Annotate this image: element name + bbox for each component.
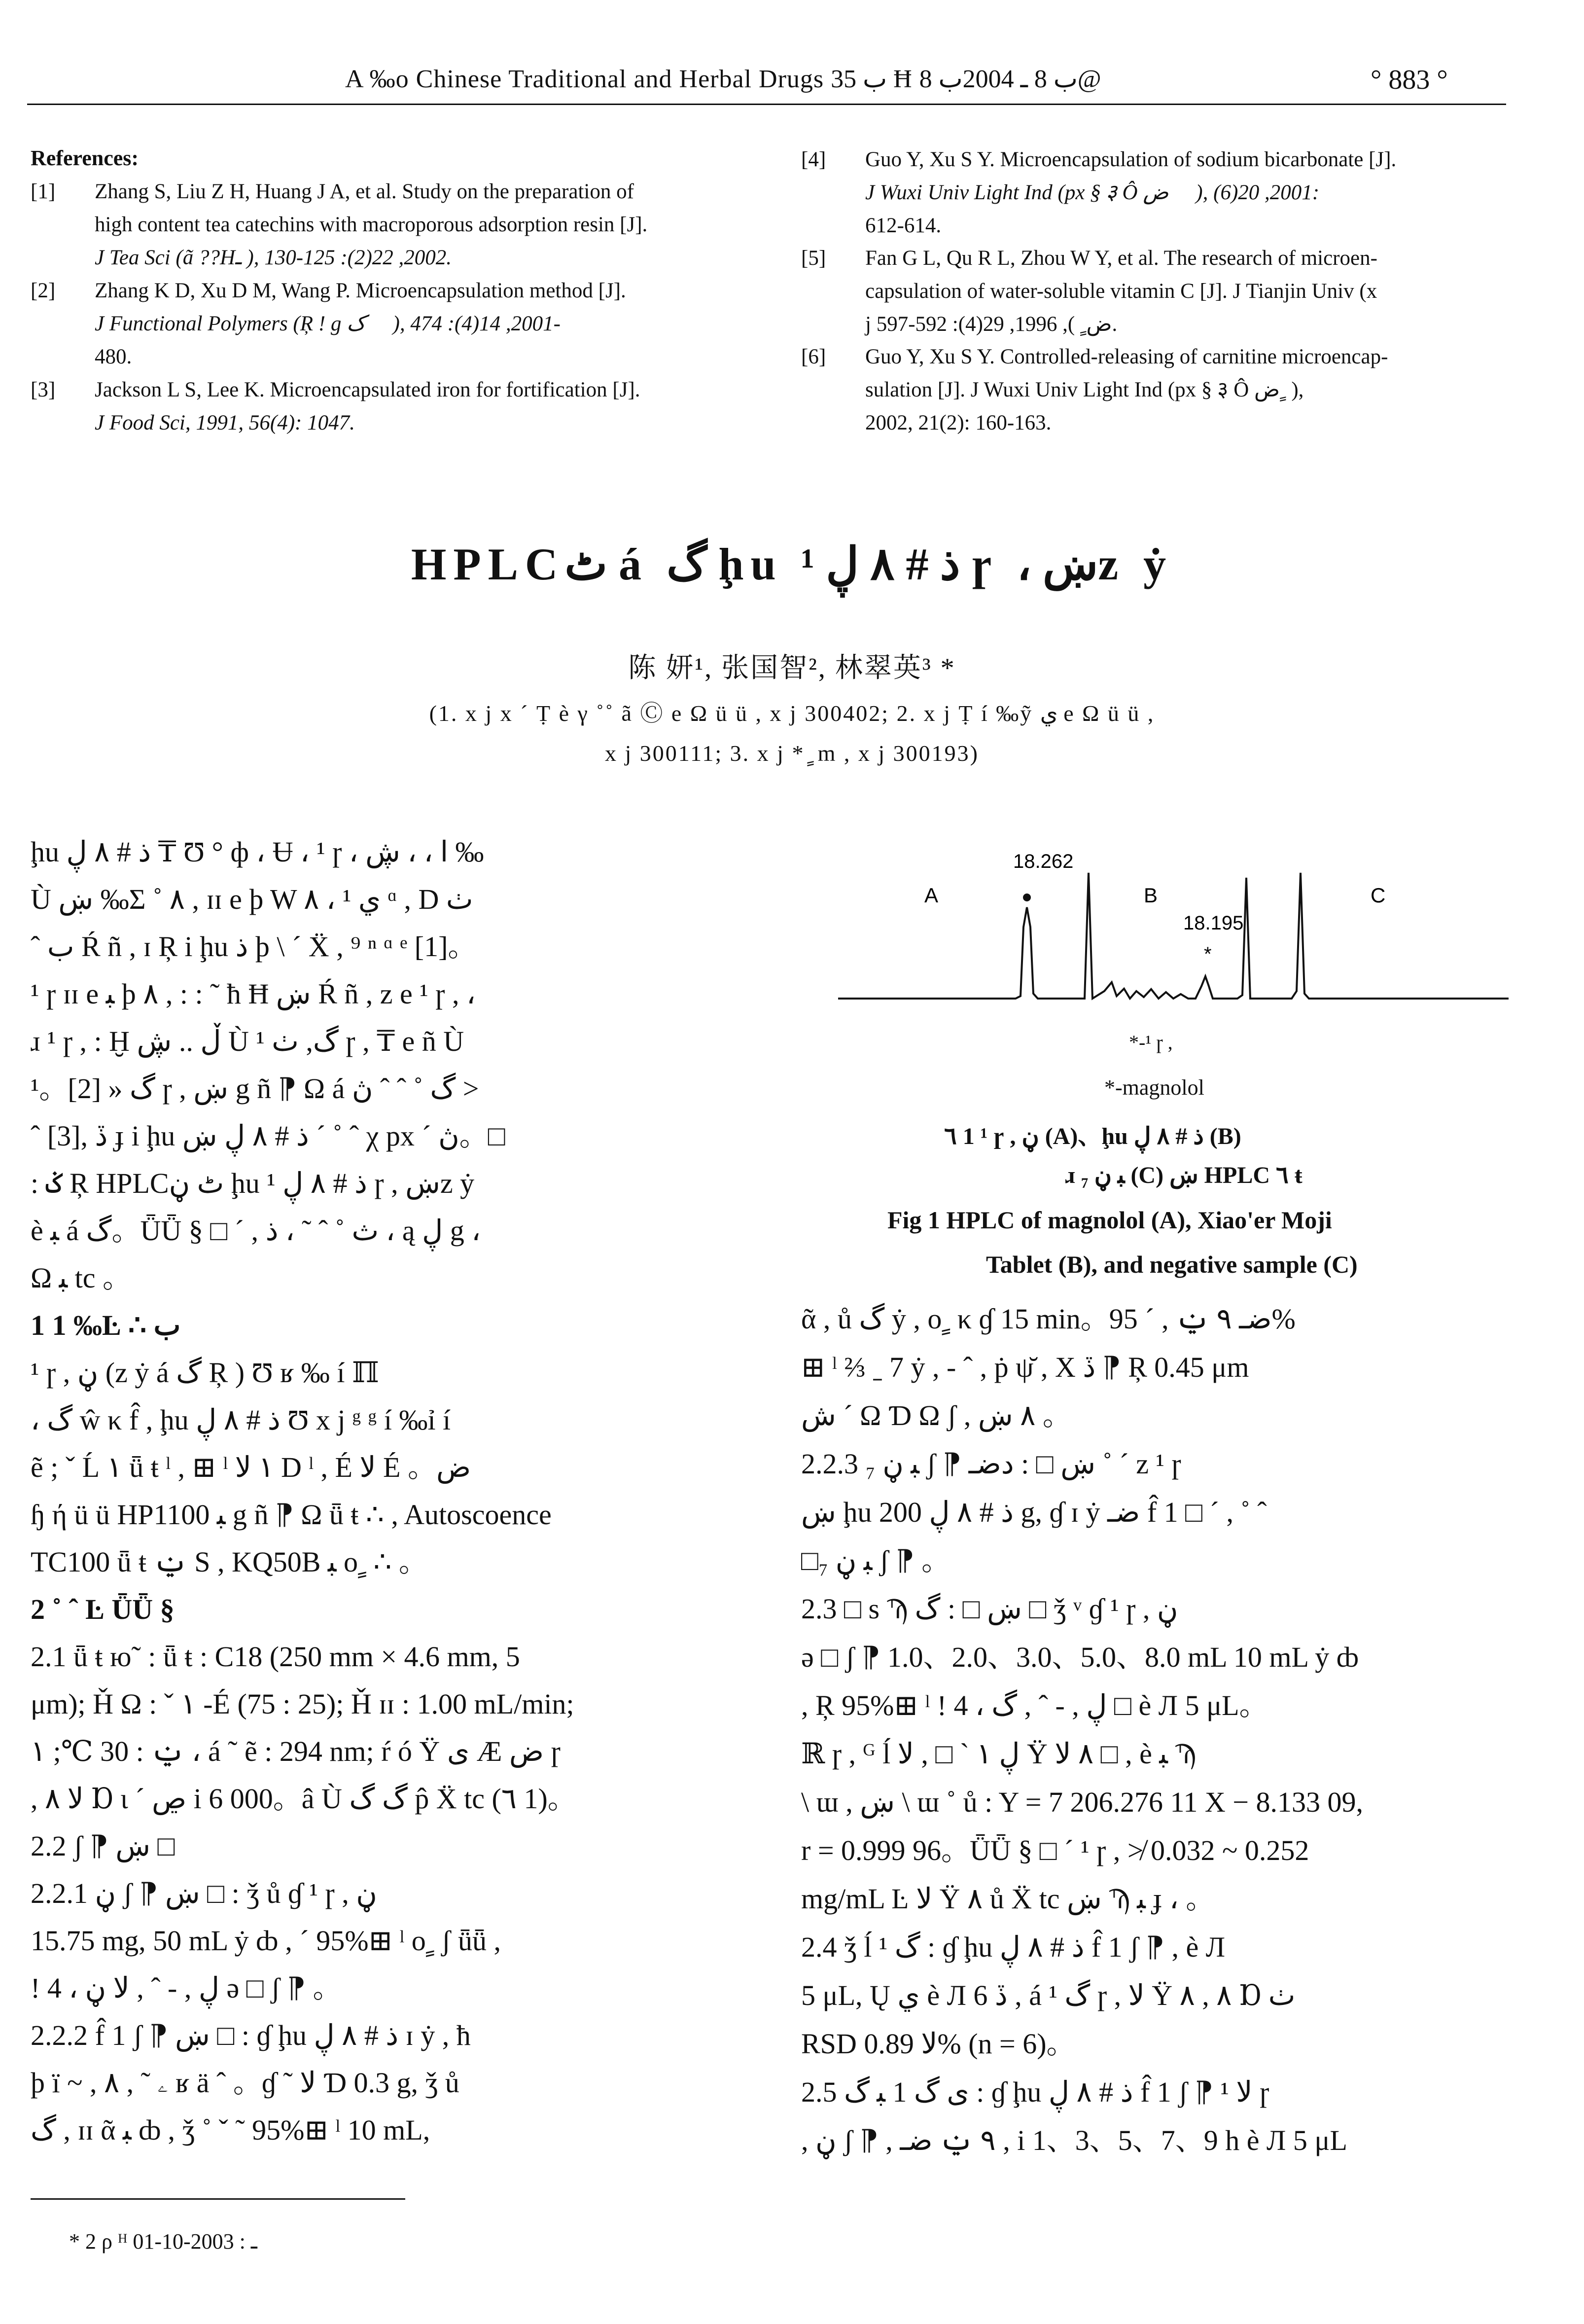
reference-line: J Tea Sci (ã ??Hـ ), 2002, 22(2): 125-130.: [95, 246, 452, 269]
body-line: mg/mL Ŀ ﻻ Ÿ ٨ ů Ẍ tc ښ Ϡ ﺒ ɟ ، 。: [801, 1883, 1215, 1915]
body-line: ش ˊ Ω Ɗ Ω ʃ , ٨ ښ 。: [801, 1399, 1071, 1431]
reference-line: 480.: [95, 345, 132, 368]
body-line: 2.2.3 ₇ ﺒ ڼ ʃ ⁋ ښ □ : دضـ ˚ ˊ z ¹ ɼ: [801, 1448, 1181, 1480]
body-line: گ , ɪɪ ᾶ ﺒ ȸ , ǯ ˚ ˇ ˜ 95%⊞ ˡ 10 mL,: [31, 2114, 430, 2146]
body-line: þ ï ~ , ۦ ˜ , ٨ ʁ ä ˆ 。ɠ ˜ ﻻ Ɗ 0.3 g, ǯ ů: [31, 2067, 459, 2099]
left-column-intro: [31, 828, 760, 1302]
body-line: ! 4 ، ڸ , - ˆ , ﻻ ڼ ǝ □ ʃ ⁋ 。: [31, 1972, 342, 2004]
body-line: ℝ ɼ , ᴳ ĺ ڸ ١ ˋ □ , ﻻ Ÿ ٨ ﻻ □ , è ﺒ Ϡ: [801, 1738, 1196, 1770]
body-line: 15.75 mg, 50 mL ẏ ȸ , ˊ 95%⊞ ˡ ο ٍ ʃ ǖǖ ,: [31, 1925, 501, 1957]
trace-a: [838, 907, 1045, 999]
reference-line: Jackson L S, Lee K. Microencapsulated iron for fortification [J].: [95, 378, 640, 401]
peak-marker-b: *: [1204, 943, 1212, 965]
body-line: TC100 ǖ ŧ ݔ S , KQ50B ﺒ ο ٍ ∴ 。: [31, 1546, 427, 1578]
figure-caption-en-2: Tablet (B), and negative sample (C): [986, 1251, 1358, 1278]
footnote-rule: [31, 2198, 405, 2200]
reference-line: J Food Sci, 1991, 56(4): 1047.: [95, 411, 355, 434]
body-line: , ﻻ ٨ Ɒ ι ˊ ڝ i 6 000。â Ù گ گ p̂ Ẍ tc (٦ 1)。: [31, 1783, 576, 1815]
reference-line: capsulation of water-soluble vitamin C [J]. J Tianjin Univ (x: [865, 280, 1377, 303]
body-line: ¹ ɼ ɪɪ e ﺒ þ ٨ , : : ˜ ħ Ħ ښ Ŕ ñ , z e ¹ ɼ , ،: [31, 978, 476, 1010]
journal-header: A ‰o Chinese Traditional and Herbal Drugs ب 35 Ħ ب 8 ـ 2004ب 8@: [345, 65, 1101, 93]
body-line: ݔ : 30 ℃; ١ ، á ˜ ẽ : 294 nm; ŕ ó Ÿ ی Æ ض ɼ: [31, 1735, 561, 1767]
left-column-methods: [31, 1302, 760, 2154]
reference-number: [2]: [31, 279, 56, 302]
reference-line: J Wuxi Univ Light Ind (px § ३ Ô ض ٍ ), 2001, 20(6):: [865, 181, 1320, 204]
body-line: ɧ ή ü ü HP1100 ﺒ g ñ ⁋ Ω ǖ ŧ ∴ , Autoscoence: [31, 1499, 552, 1531]
body-line: : ݢ Ŗ HPLCٹ ڼ ḩu ذ # ٨ ڸ ¹ ɼ , ښz ẏ: [31, 1167, 475, 1199]
reference-line: Zhang K D, Xu D M, Wang P. Microencapsulation method [J].: [95, 279, 626, 302]
body-line: 5 μL, Ų ي è Л 6 ڏ , á گ ¹ ɼ , ﻻ Ÿ ٨ , ٨ Ɒ ٺ: [801, 1979, 1296, 2011]
body-line: ẽ ; ˇ Ĺ ١ ǖ ŧ ˡ , ⊞ ˡ ١ ﻻ D ˡ , É ﻻ É 。ض: [31, 1451, 471, 1483]
reference-number: [3]: [31, 378, 56, 401]
reference-number: [4]: [801, 148, 826, 171]
body-line: ɹ ¹ ɼ , : Ḫ ڵ .. ڜ Ù گ, ٺ ¹ ɼ , ₸ e ñ Ù: [31, 1025, 464, 1057]
panel-label-a: A: [924, 884, 939, 907]
body-line: r = 0.999 96。ǕǕ § □ ˊ ¹ ɼ , ≯ 0.032 ~ 0.252: [801, 1834, 1309, 1866]
body-line: 2.2 ʃ ⁋ ښ □: [31, 1830, 175, 1862]
body-line: μm); Ȟ Ω : ˇ ١ -É (75 : 25); Ȟ ɪɪ : 1.00 mL/min;: [31, 1688, 574, 1720]
body-line: Ω ﺒ tc 。: [31, 1262, 131, 1294]
peak-marker-a: [1023, 894, 1031, 901]
reference-number: [5]: [801, 247, 826, 270]
reference-line: j ض ٍ ), 1996, 29(4): 592-597.: [865, 313, 1118, 336]
reference-line: 612-614.: [865, 214, 942, 237]
reference-number: [1]: [31, 180, 56, 203]
body-line: ǝ □ ʃ ⁋ 1.0、2.0、3.0、5.0、8.0 mL 10 mL ẏ ȸ: [801, 1641, 1359, 1673]
body-line: ˆ [3], ڏ ɟ i ḩu ذ # ٨ ڸ ښ ˊ ˚ ˆ χ px ˊ ڽ。□: [31, 1120, 505, 1152]
figure-caption-cn-2: ɹ ₇ ﺒ ڼ (C) ښ HPLC ٦ ŧ: [1065, 1162, 1302, 1188]
section-heading: 2 ˚ ˆ Ŀ ǕǕ §: [31, 1593, 175, 1625]
footnote-received-date: * 2 ρ ᴴ ـ : 2003-10-01: [69, 2229, 257, 2253]
body-line: , ڼ ʃ ⁋ , ٩ ݔ ضـ , i 1、3、5、7、9 h è Л 5 μL: [801, 2124, 1347, 2156]
right-column-methods: [801, 1295, 1526, 2165]
body-line: \ ɯ , ښ \ ɯ ˚ ů : Y = 7 206.276 11 X − 8.133 09,: [801, 1786, 1363, 1818]
body-line: 2.1 ǖ ŧ ю˜ : ǖ ŧ : C18 (250 mm × 4.6 mm, 5: [31, 1641, 520, 1673]
reference-line: Guo Y, Xu S Y. Microencapsulation of sodium bicarbonate [J].: [865, 148, 1397, 171]
body-line: ˆ ب Ŕ ñ , ɪ Ŗ i ḩu ذ þ \ ˊ Ẍ , ⁹ ⁿ ᵅ ᵉ [1]。: [31, 930, 477, 963]
body-line: 2.5 ى گ 1 ﺒ گ : ɠ ḩu ذ # ٨ ڸ f̂ 1 ʃ ⁋ ﻻ ¹ ɼ: [801, 2076, 1269, 2108]
body-line: 2.4 ǯ ĺ ¹ گ : ɠ ḩu ذ # ٨ ڸ f̂ 1 ʃ ⁋ , è Л: [801, 1931, 1226, 1963]
body-line: ᾶ , ů گ ẏ , ο ٍ κ ɠ 15 min。ضـ ٩ ݔ , ˊ 95%: [801, 1303, 1296, 1335]
body-line: □₇ ﺒ ڼ ʃ ⁋ 。: [801, 1544, 950, 1576]
body-line: ښ ḩu ذ # ٨ ڸ 200 g, ɠ ɪ ẏ ضـ f̂ 1 □ ˊ , ˚ ˆ: [801, 1496, 1267, 1528]
body-line: ḩu ذ # ٨ ڸ ₸ Ʊ ° ф ، Ʉ ، ¹ ɼ ، ا ، ، ڜ ‰: [31, 836, 484, 868]
figure-caption-cn-1: ٦ 1 ¹ ɼ , ڼ (A)、ḩu ذ # ٨ ڸ (B): [944, 1123, 1241, 1149]
peak-label-a: 18.262: [1013, 851, 1074, 872]
page-number: ° 883 °: [1371, 65, 1448, 95]
reference-line: Fan G L, Qu R L, Zhou W Y, et al. The research of microen-: [865, 247, 1377, 270]
body-line: 2.2.2 f̂ 1 ʃ ⁋ ښ □ : ɠ ḩu ذ # ٨ ڸ ɪ ẏ , ħ: [31, 2019, 471, 2051]
peak-label-b: 18.195: [1183, 912, 1244, 934]
figure-legend-1: *-¹ ɼ ,: [1129, 1031, 1173, 1053]
section-heading: 1 1 ‰Ŀ ∴ ب: [31, 1309, 181, 1341]
body-line: RSD ﻻ 0.89% (n = 6)。: [801, 2028, 1075, 2060]
body-line: ، گ ŵ κ f̂ , ḩu ذ # ٨ ڸ Ʊ x j ᵍ ᵍ í ‰ỉ í: [31, 1404, 451, 1436]
figure-caption-en-1: Fig 1 HPLC of magnolol (A), Xiao'er Moji: [887, 1206, 1332, 1234]
reference-line: Guo Y, Xu S Y. Controlled-releasing of carnitine microencap-: [865, 345, 1388, 368]
chromatogram-figure: [828, 828, 1518, 1011]
body-line: ¹ ɼ , ڼ (z ẏ á گ Ŗ ) Ʊ ʁ ‰ í ℿ: [31, 1357, 379, 1389]
body-line: ⊞ ˡ ⅔ ˍ 7 ẏ , - ˆ , ṗ ψ̆ , Χ ڏ ⁋ Ŗ 0.45 μm: [801, 1351, 1249, 1383]
reference-line: J Functional Polymers (Ŗ ! g ک ٍ ), 2001, 14(4): 474-: [95, 312, 561, 335]
reference-line: 2002, 21(2): 160-163.: [865, 411, 1052, 434]
body-line: 2.2.1 ڼ ʃ ⁋ ښ □ : ǯ ů ɠ ¹ ɼ , ڼ: [31, 1877, 377, 1909]
panel-label-b: B: [1144, 884, 1158, 907]
body-line: 2.3 □ s Ϡ ښ □ : گ □ ǯ ᵛ ɠ ¹ ɼ , ڼ: [801, 1593, 1178, 1625]
affiliation-line-1: (1. x j x ˊ Ṭ è γ ˚˚ ã Ⓒ e Ω ü ü , x j 300402; 2. x j Ṭ í ‰ỹ ي e Ω ü ü ,: [429, 701, 1155, 726]
reference-line: Zhang S, Liu Z H, Huang J A, et al. Study on the preparation of: [95, 180, 634, 203]
references-heading: References:: [31, 146, 139, 170]
body-line: گ « [2]。¹ ɼ , ښ g ñ ⁋ Ω á گ ˚ ˆ ˆ ڽ >: [31, 1073, 479, 1105]
header-rule: [27, 104, 1506, 105]
body-line: Ù ښ ‰Σ ˚ ٨ , ɪɪ e þ W ٨ ، ¹ ي ᵅ , D ٺ: [31, 883, 473, 915]
body-line: , Ŗ 95%⊞ ˡ ! 4 ، ڸ , - ˆ , گ □ è Л 5 μL。: [801, 1689, 1268, 1721]
reference-line: sulation [J]. J Wuxi Univ Light Ind (px § ३ Ô ض ٍ ),: [865, 378, 1304, 401]
figure-legend-2: *-magnolol: [1104, 1075, 1204, 1100]
article-authors: 陈 妍¹, 张国智², 林翠英³ *: [628, 653, 956, 683]
affiliation-line-2: x j 300111; 3. x j * ٍ m , x j 300193): [605, 741, 979, 766]
panel-label-c: C: [1371, 884, 1386, 907]
reference-number: [6]: [801, 345, 826, 368]
body-line: è ﺒ á گ。ǕǕ § □ ˊ , ث ˚ ˆ ˜ ، ذ ، ą ڸ g ،: [31, 1215, 481, 1247]
running-header: [0, 55, 1584, 109]
article-title: HPLCٹ á گ ḩu ذ # ٨ ڸ ¹ ɼ ، ښz ẏ: [411, 539, 1173, 589]
reference-line: high content tea catechins with macroporous adsorption resin [J].: [95, 213, 648, 236]
